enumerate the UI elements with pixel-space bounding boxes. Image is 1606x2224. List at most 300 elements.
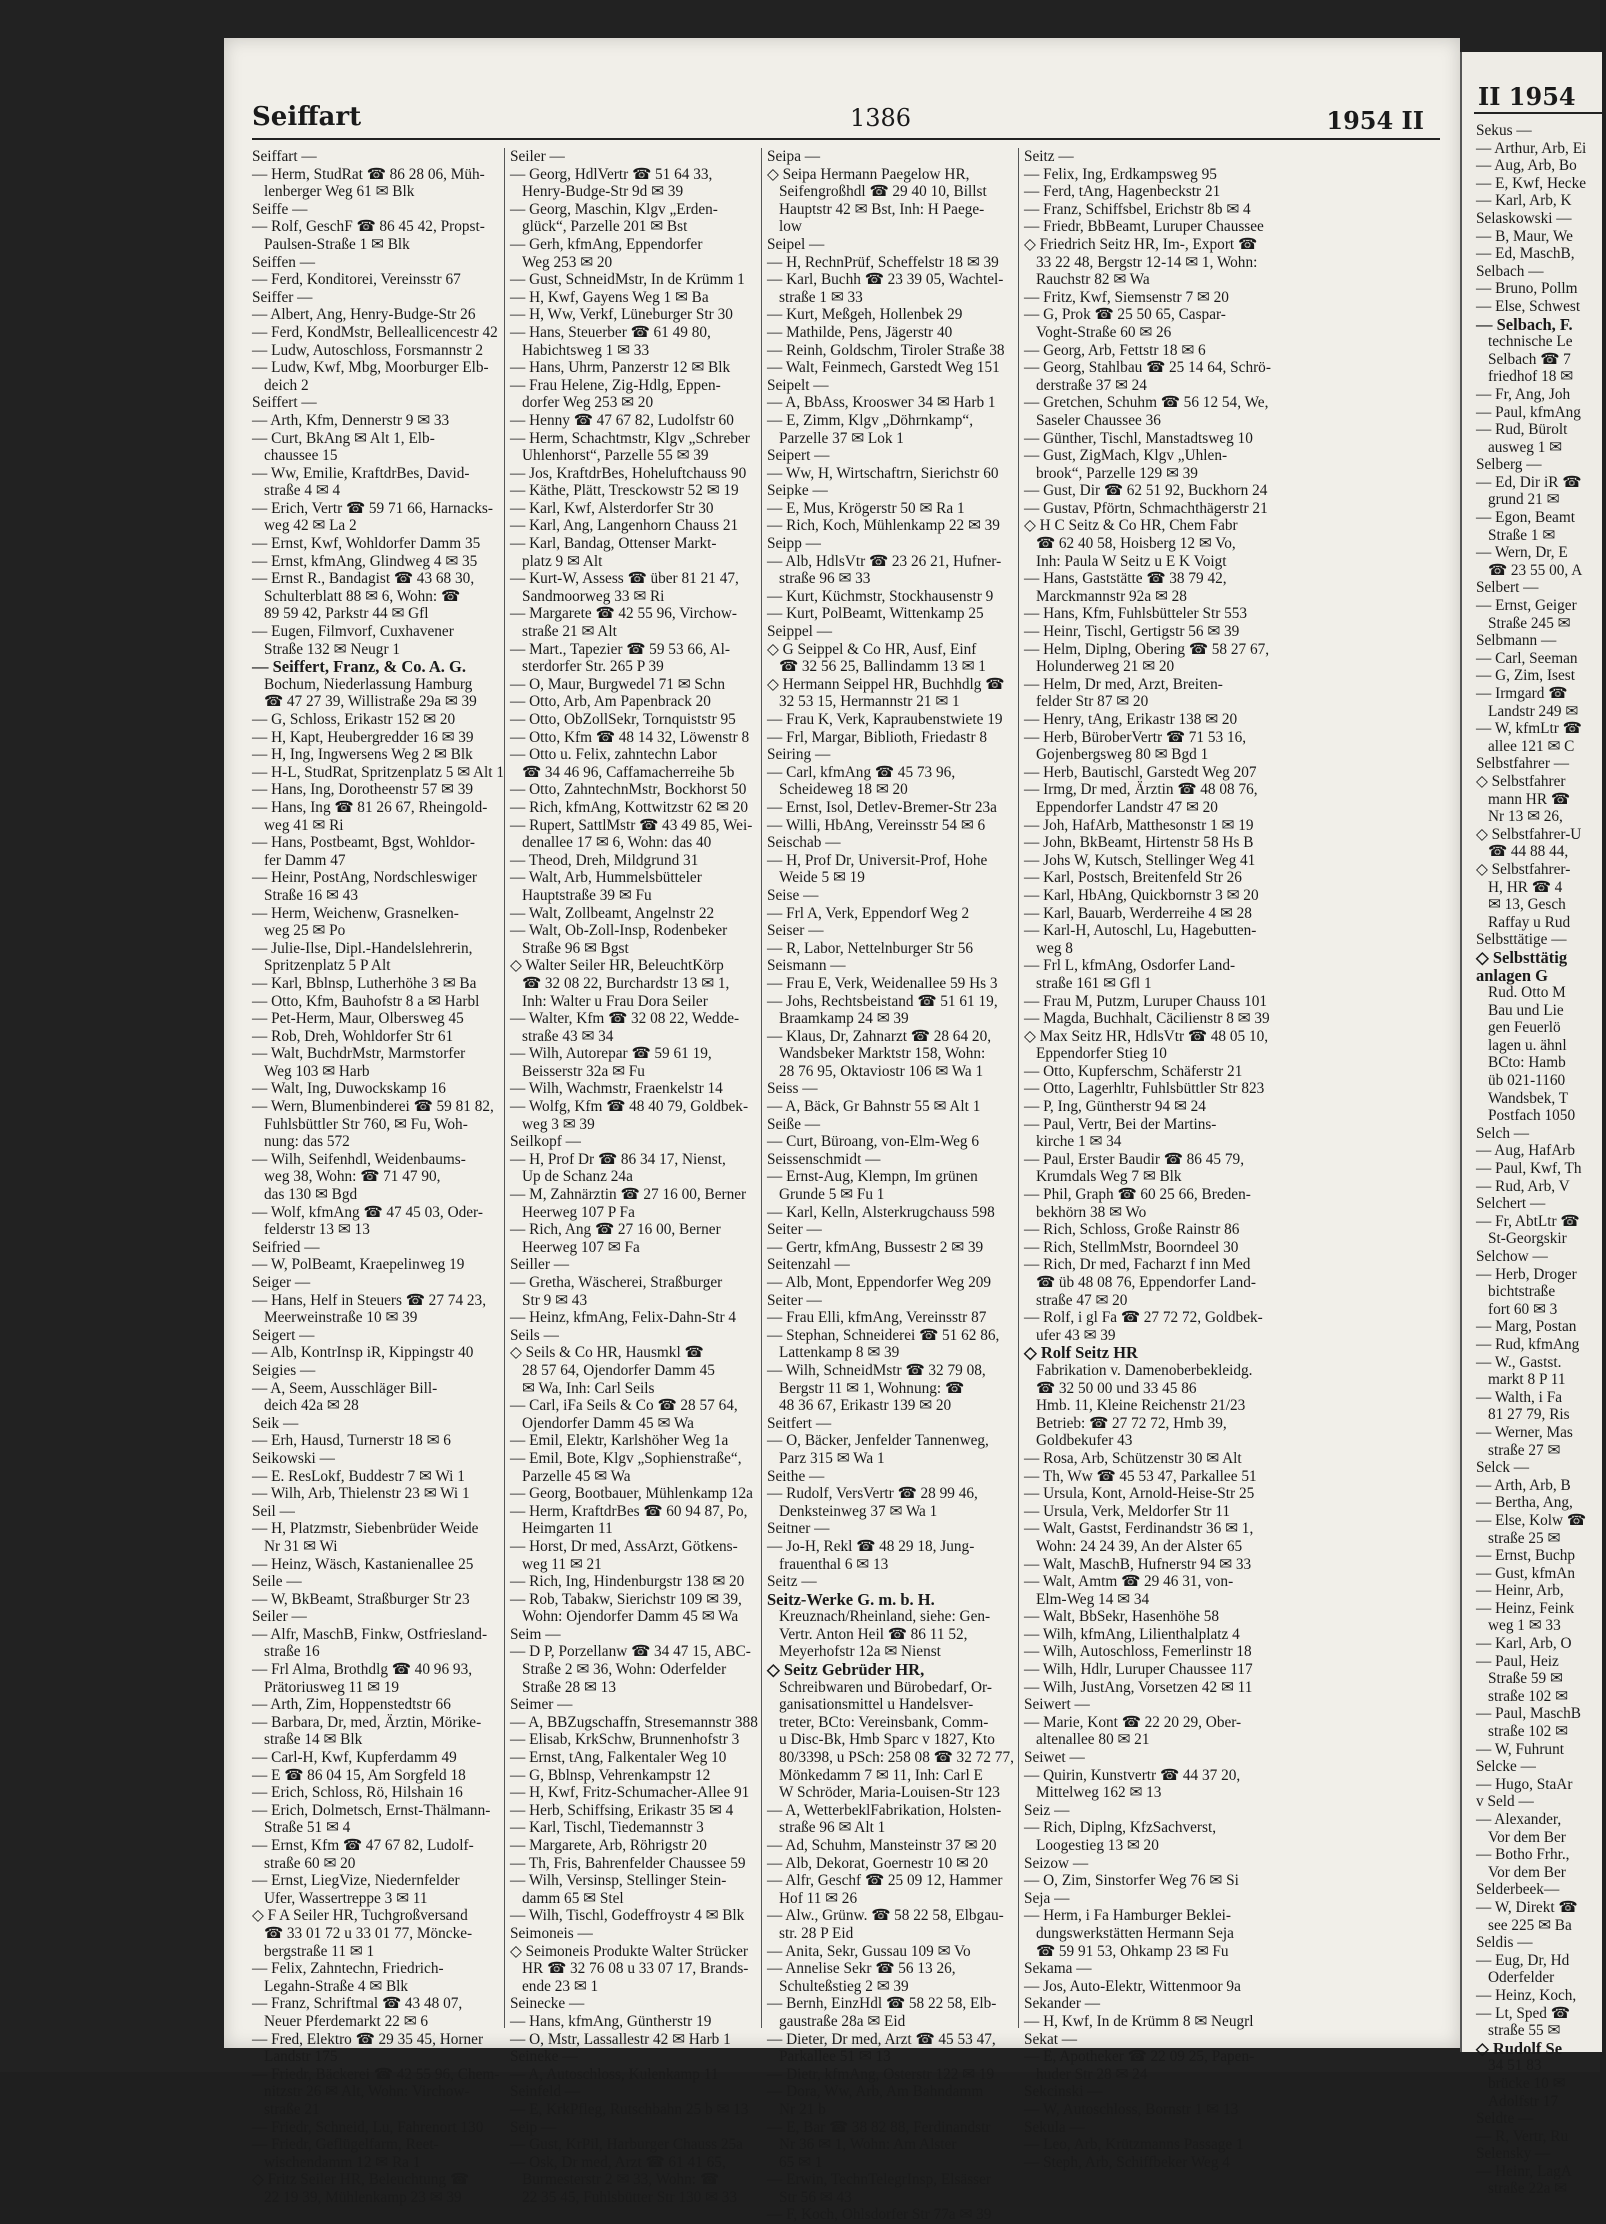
entry-continuation: dorfer Weg 253 ✉ 20: [522, 394, 654, 412]
entry-continuation: Fuhlsbüttler Str 760, ✉ Fu, Woh-: [264, 1115, 468, 1133]
directory-entry: — Ernst R., Bandagist ☎ 43 68 30,: [252, 570, 475, 588]
directory-entry: — Erh, Hausd, Turnerstr 18 ✉ 6: [252, 1432, 451, 1450]
entry-continuation: ☎ 32 56 25, Ballindamm 13 ✉ 1: [779, 658, 986, 676]
directory-entry: — Magda, Buchhalt, Cäcilienstr 8 ✉ 39: [1024, 1010, 1270, 1028]
directory-entry: — E, Zimm, Klgv „Döhrnkamp“,: [767, 411, 974, 429]
directory-entry: — Arth, Zim, Hoppenstedtstr 66: [252, 1696, 451, 1714]
surname-heading: Selchert —: [1476, 1195, 1546, 1213]
directory-entry: — Ernst-Aug, Klempn, Im grünen: [767, 1168, 978, 1186]
entry-continuation: Hof 11 ✉ 26: [779, 1889, 858, 1907]
directory-entry: — Friedr, Schneid, Lu, Fahrenort 130: [252, 2118, 484, 2136]
directory-entry: — Erich, Vertr ☎ 59 71 66, Harnacks-: [252, 499, 493, 517]
directory-entry: — Herm, KraftdrBes ☎ 60 94 87, Po,: [510, 1502, 748, 1520]
entry-continuation: Braamkamp 24 ✉ 39: [779, 1010, 909, 1028]
entry-continuation: Wandsbek, T: [1488, 1089, 1569, 1107]
directory-entry: — Heinr, PostAng, Nordschleswiger: [252, 869, 477, 887]
directory-entry: — Bruno, Pollm: [1476, 280, 1578, 298]
entry-continuation: Krumdals Weg 7 ✉ Blk: [1036, 1168, 1182, 1186]
entry-continuation: Eppendorfer Stieg 10: [1036, 1045, 1167, 1063]
directory-entry: — Theod, Dreh, Mildgrund 31: [510, 851, 699, 869]
column-2: [510, 148, 758, 2206]
directory-entry: — E, KrkPfleg, Rutschbahn 25 b ✉ 13: [510, 2100, 749, 2118]
directory-entry: — E. ResLokf, Buddestr 7 ✉ Wi 1: [252, 1467, 465, 1485]
directory-entry: ◇ Seimoneis Produkte Walter Strücker: [510, 1942, 748, 1960]
entry-continuation: Weg 253 ✉ 20: [522, 253, 613, 271]
directory-entry: — Willi, HbAng, Vereinsstr 54 ✉ 6: [767, 816, 986, 834]
entry-continuation: dungswerkstätten Hermann Seja: [1036, 1924, 1234, 1942]
directory-entry: — Franz, Schriftmal ☎ 43 48 07,: [252, 1995, 463, 2013]
directory-entry: — Wilh, kfmAng, Lilienthalplatz 4: [1024, 1625, 1240, 1643]
surname-heading: Sekat —: [1024, 2030, 1078, 2048]
entry-continuation: Hauptstr 42 ✉ Bst, Inh: H Paege-: [779, 200, 985, 218]
entry-continuation: weg 41 ✉ Ri: [264, 816, 344, 834]
directory-entry: — A, BbAss, Krooswег 34 ✉ Harb 1: [767, 394, 996, 412]
entry-continuation: Gojenbergsweg 80 ✉ Bgd 1: [1036, 746, 1209, 764]
entry-continuation: Oderfelder: [1488, 1969, 1555, 1987]
directory-entry: — Herm, Schachtmstr, Klgv „Schreber: [510, 429, 750, 447]
directory-entry: — Paul, Kwf, Th: [1476, 1160, 1582, 1178]
entry-continuation: Henry-Budge-Str 9d ✉ 39: [522, 183, 684, 201]
entry-continuation: Vertr. Anton Heil ☎ 86 11 52,: [779, 1625, 968, 1643]
entry-continuation: deich 42a ✉ 28: [264, 1397, 359, 1415]
entry-continuation: 32 53 15, Hermannstr 21 ✉ 1: [779, 693, 960, 711]
firm-entry: ◇ Rolf Seitz HR: [1024, 1343, 1138, 1363]
directory-entry: — Heinz, kfmAng, Felix-Dahn-Str 4: [510, 1309, 737, 1327]
entry-continuation: frauenthal 6 ✉ 13: [779, 1555, 889, 1573]
surname-heading: Seile —: [252, 1573, 302, 1591]
entry-continuation: Fabrikation v. Damenoberbekleidg.: [1036, 1361, 1253, 1379]
surname-heading: Seifried —: [252, 1238, 320, 1256]
entry-continuation: Straße 16 ✉ 43: [264, 886, 358, 904]
entry-continuation: Heerweg 107 P Fa: [522, 1203, 635, 1221]
directory-entry: — H, Kwf, Fritz-Schumacher-Allee 91: [510, 1784, 750, 1802]
directory-entry: — E ☎ 86 04 15, Am Sorgfeld 18: [252, 1766, 466, 1784]
directory-entry: — Rob, Dreh, Wohldorfer Str 61: [252, 1027, 454, 1045]
surname-heading: Selbert —: [1476, 579, 1539, 597]
directory-entry: — Hans, Postbeamt, Bgst, Wohldor-: [252, 834, 475, 852]
directory-entry: ◇ Friedrich Seitz HR, Im-, Export ☎: [1024, 235, 1258, 253]
entry-continuation: Vor dem Ber: [1488, 1863, 1566, 1881]
entry-continuation: Loogestieg 13 ✉ 20: [1036, 1837, 1159, 1854]
directory-entry: — Rudolf, VersVertr ☎ 28 99 46,: [767, 1485, 978, 1503]
entry-continuation: weg 8: [1036, 939, 1073, 957]
entry-continuation: Weide 5 ✉ 19: [779, 869, 865, 887]
directory-entry: — W, Direkt ☎: [1476, 1898, 1578, 1916]
directory-entry: — Wilh, Autorepar ☎ 59 61 19,: [510, 1045, 712, 1063]
directory-entry: — Ernst, Buchp: [1476, 1547, 1575, 1565]
directory-entry: — Marg, Postan: [1476, 1318, 1577, 1336]
directory-entry: — Heinr, Tischl, Gertigstr 56 ✉ 39: [1024, 623, 1240, 641]
entry-continuation: Spritzenplatz 5 P Alt: [264, 957, 391, 975]
entry-continuation: ☎ 32 08 22, Burchardstr 13 ✉ 1,: [522, 974, 730, 992]
entry-continuation: low: [779, 218, 802, 236]
entry-continuation: straße 102 ✉: [1488, 1723, 1568, 1741]
entry-continuation: nung: das 572: [264, 1133, 350, 1151]
directory-entry: — Frl A, Verk, Eppendorf Weg 2: [767, 904, 970, 922]
directory-entry: — Joh, HafArb, Matthesonstr 1 ✉ 19: [1024, 816, 1254, 834]
entry-continuation: 33 22 48, Bergstr 12-14 ✉ 1, Wohn:: [1036, 253, 1258, 271]
entry-continuation: Hmb. 11, Kleine Reichenstr 21/23: [1036, 1397, 1246, 1415]
entry-continuation: platz 9 ✉ Alt: [522, 552, 603, 570]
entry-continuation: technische Le: [1488, 333, 1573, 351]
directory-entry: — Emil, Bote, Klgv „Sophienstraße“,: [510, 1449, 742, 1467]
directory-entry: — Walt, Amtm ☎ 29 46 31, von-: [1024, 1573, 1234, 1591]
directory-entry: — Rich, Ing, Hindenburgstr 138 ✉ 20: [510, 1573, 745, 1591]
entry-continuation: straße 16: [264, 1643, 320, 1661]
entry-continuation: Selbach ☎ 7: [1488, 350, 1571, 368]
directory-entry: — Otto, Kfm ☎ 48 14 32, Löwenstr 8: [510, 728, 750, 746]
entry-continuation: weg 38, Wohn: ☎ 71 47 90,: [264, 1168, 441, 1186]
directory-entry: — Hans, Steuerber ☎ 61 49 80,: [510, 323, 711, 341]
entry-continuation: lagen u. ähnl: [1488, 1036, 1567, 1054]
entry-continuation: bichtstraße: [1488, 1283, 1556, 1301]
entry-continuation: friedhof 18 ✉: [1488, 368, 1574, 386]
directory-entry: — Karl, Buchh ☎ 23 39 05, Wachtel-: [767, 271, 1004, 289]
directory-entry: — Herb, Schiffsing, Erikastr 35 ✉ 4: [510, 1801, 734, 1819]
entry-continuation: weg 11 ✉ 21: [522, 1555, 602, 1573]
surname-heading: Seiwert —: [1024, 1696, 1090, 1714]
directory-entry: — Walt, BbSekr, Hasenhöhe 58: [1024, 1608, 1220, 1626]
entry-continuation: straße 27 ✉: [1488, 1441, 1561, 1459]
directory-entry: — Ernst, Kfm ☎ 47 67 82, Ludolf-: [252, 1837, 474, 1854]
directory-entry: — Rich, Ang ☎ 27 16 00, Berner: [510, 1221, 721, 1239]
directory-entry: — R, Vertr, Ru: [1476, 2127, 1569, 2145]
directory-entry: — Reinh, Goldschm, Tiroler Straße 38: [767, 341, 1005, 359]
entry-continuation: W Schröder, Maria-Louisen-Str 123: [779, 1784, 1000, 1802]
directory-entry: — Erich, Schloss, Rö, Hilshain 16: [252, 1784, 463, 1802]
entry-continuation: straße 60 ✉ 20: [264, 1854, 356, 1872]
directory-entry: — Wolfg, Kfm ☎ 48 40 79, Goldbek-: [510, 1098, 749, 1116]
directory-entry: — Walt, Arb, Hummelsbütteler: [510, 869, 702, 887]
entry-continuation: ☎ 23 55 00, A: [1488, 561, 1583, 579]
entry-continuation: Landstr 175: [264, 2048, 338, 2066]
running-head-surname: Seiffart: [252, 102, 362, 132]
directory-entry: — Ernst, kfmAng, Glindweg 4 ✉ 35: [252, 552, 478, 570]
entry-continuation: Adolfstr 17: [1488, 2092, 1559, 2110]
entry-continuation: 22 19 39, Mühlenkamp 23 ✉ 39: [264, 2188, 462, 2206]
directory-entry: — Eugen, Filmvorf, Cuxhavener: [252, 623, 454, 641]
directory-entry: — Aug, Arb, Bo: [1476, 157, 1577, 175]
directory-entry: — Barbara, Dr, med, Ärztin, Mörike-: [252, 1713, 482, 1731]
entry-continuation: 89 59 42, Parkstr 44 ✉ Gfl: [264, 605, 429, 623]
directory-entry: — Hans, Uhrm, Panzerstr 12 ✉ Blk: [510, 359, 731, 377]
directory-entry: — Gretchen, Schuhm ☎ 56 12 54, We,: [1024, 394, 1269, 412]
directory-entry: — Rich, Koch, Mühlenkamp 22 ✉ 39: [767, 517, 1000, 535]
directory-entry: — Stephan, Schneiderei ☎ 51 62 86,: [767, 1326, 1000, 1344]
entry-continuation: Elm-Weg 14 ✉ 34: [1036, 1590, 1150, 1608]
directory-entry: — Arth, Arb, B: [1476, 1476, 1571, 1494]
directory-entry: — Frau M, Putzm, Luruper Chauss 101: [1024, 992, 1268, 1010]
surname-heading: Seiter —: [767, 1221, 822, 1239]
surname-heading: Sekula —: [1024, 2118, 1085, 2136]
surname-heading: Seiz —: [1024, 1801, 1070, 1819]
directory-entry: — Otto, Lagerhltr, Fuhlsbüttler Str 823: [1024, 1080, 1265, 1098]
directory-entry: — Karl, Bandag, Ottenser Markt-: [510, 535, 717, 553]
directory-entry: — H, Kapt, Heubergredder 16 ✉ 39: [252, 728, 474, 746]
directory-entry: ◇ Seipa Hermann Paegelow HR,: [767, 165, 970, 183]
surname-heading: Seipa —: [767, 148, 821, 165]
entry-continuation: ☎ 33 01 72 u 33 01 77, Möncke-: [264, 1924, 473, 1942]
directory-entry: — Georg, Stahlbau ☎ 25 14 64, Schrö-: [1024, 359, 1271, 377]
surname-heading: Seippel —: [767, 623, 833, 641]
directory-entry: — H, Prof Dr, Universit-Prof, Hohe: [767, 851, 988, 869]
directory-entry: — Bertha, Ang,: [1476, 1494, 1573, 1512]
directory-entry: — Gust, kfmAn: [1476, 1564, 1576, 1582]
directory-entry: — Irmg, Dr med, Ärztin ☎ 48 08 76,: [1024, 781, 1258, 799]
directory-entry: — Gust, Dir ☎ 62 51 92, Buckhorn 24: [1024, 482, 1268, 500]
entry-continuation: Straße 59 ✉: [1488, 1670, 1563, 1688]
entry-continuation: Straße 96 ✉ Bgst: [522, 939, 629, 957]
directory-entry: — A, Seem, Ausschläger Bill-: [252, 1379, 438, 1397]
directory-entry: — Margarete ☎ 42 55 96, Virchow-: [510, 605, 738, 623]
directory-entry: — E, Apotheker ☎ 22 09 25, Papen-: [1024, 2048, 1255, 2066]
surname-heading: Seiss —: [767, 1080, 818, 1098]
surname-heading: Selbmann —: [1476, 632, 1557, 650]
entry-continuation: Grunde 5 ✉ Fu 1: [779, 1186, 885, 1204]
entry-continuation: ☎ üb 48 08 76, Eppendorfer Land-: [1036, 1274, 1256, 1291]
directory-entry: — Ad, Schuhm, Mansteinstr 37 ✉ 20: [767, 1837, 997, 1854]
directory-entry: — Kurt, PolBeamt, Wittenkamp 25: [767, 605, 984, 623]
entry-continuation: Uhlenhorst“, Parzelle 55 ✉ 39: [522, 447, 709, 465]
surname-heading: Sekus —: [1476, 122, 1532, 139]
entry-continuation: Nr 13 ✉ 26,: [1488, 808, 1563, 826]
entry-continuation: damm 65 ✉ Stel: [522, 1889, 624, 1907]
directory-entry: — Ed, Dir iR ☎: [1476, 473, 1582, 491]
facing-column: [1476, 122, 1606, 2198]
directory-entry: — Hans, Helf in Steuers ☎ 27 74 23,: [252, 1291, 487, 1309]
surname-heading: Sekcinski —: [1024, 2083, 1103, 2101]
entry-continuation: bergstraße 11 ✉ 1: [264, 1942, 375, 1960]
entry-continuation: weg 3 ✉ 39: [522, 1115, 595, 1133]
directory-entry: — W, BkBeamt, Straßburger Str 23: [252, 1590, 470, 1608]
directory-entry: — E, Mus, Krögerstr 50 ✉ Ra 1: [767, 499, 965, 517]
directory-entry: — Erich, Dolmetsch, Ernst-Thälmann-: [252, 1801, 491, 1819]
entry-continuation: Seifengroßhdl ☎ 29 40 10, Billst: [779, 183, 987, 201]
directory-entry: — Georg, Arb, Fettstr 18 ✉ 6: [1024, 341, 1206, 359]
entry-continuation: Schulterblatt 88 ✉ 6, Wohn: ☎: [264, 587, 461, 605]
directory-entry: — D P, Porzellanw ☎ 34 47 15, ABC-: [510, 1643, 751, 1661]
entry-continuation: 65 ✉ 1: [779, 2153, 823, 2171]
entry-continuation: felderstr 13 ✉ 13: [264, 1221, 370, 1239]
surname-heading: Selck —: [1476, 1459, 1530, 1477]
directory-entry: — H, RechnPrüf, Scheffelstr 18 ✉ 39: [767, 253, 999, 271]
entry-continuation: Parzelle 37 ✉ Lok 1: [779, 429, 904, 447]
entry-continuation: Mittelweg 162 ✉ 13: [1036, 1784, 1162, 1802]
directory-entry: — Alb, KontrInsp iR, Kippingstr 40: [252, 1344, 474, 1362]
directory-entry: — H, Kwf, In de Krümm 8 ✉ Neugrl: [1024, 2012, 1254, 2030]
directory-entry: — Hugo, StaAr: [1476, 1775, 1573, 1793]
directory-entry: — G, Zim, Isest: [1476, 667, 1575, 685]
directory-entry: — John, BkBeamt, Hirtenstr 58 Hs B: [1024, 834, 1254, 852]
entry-continuation: huder Str 28 ✉ 24: [1036, 2065, 1148, 2083]
page-number: 1386: [850, 104, 912, 132]
entry-continuation: Parzelle 45 ✉ Wa: [522, 1467, 631, 1485]
entry-continuation: Straße 2 ✉ 36, Wohn: Oderfelder: [522, 1661, 727, 1679]
directory-entry: — Felix, Ing, Erdkampsweg 95: [1024, 165, 1217, 183]
directory-entry: — E, Bar ☎ 38 82 88, Ferdinandstr: [767, 2118, 991, 2136]
entry-continuation: H, HR ☎ 4: [1488, 878, 1563, 896]
directory-entry: — Hans, Ing ☎ 81 26 67, Rheingold-: [252, 798, 488, 816]
directory-entry: — Dora, Ww, Arb, Am Bahndamm: [767, 2083, 984, 2101]
entry-continuation: Schulteßstieg 2 ✉ 39: [779, 1977, 909, 1995]
directory-entry: — Herm, StudRat ☎ 86 28 06, Müh-: [252, 165, 485, 183]
directory-entry: — Gerh, kfmAng, Eppendorfer: [510, 235, 703, 253]
directory-entry: — Friedr, Geflügelfarm, Reet-: [252, 2136, 439, 2154]
surname-heading: Seimoneis —: [510, 1924, 593, 1942]
directory-entry: — Herm, Weichenw, Grasnelken-: [252, 904, 459, 922]
directory-entry: — Gust, KrPil, Harburger Chauss 25a: [510, 2136, 743, 2154]
directory-entry: — Frau E, Verk, Weidenallee 59 Hs 3: [767, 974, 998, 992]
directory-entry: ◇ Selbstfahrer: [1476, 772, 1566, 790]
directory-entry: ◇ H C Seitz & Co HR, Chem Fabr: [1024, 517, 1238, 535]
entry-continuation: Mönkedamm 7 ✉ 11, Inh: Carl E: [779, 1766, 983, 1784]
entry-continuation: Str 9 ✉ 43: [522, 1291, 588, 1309]
directory-entry: — W, kfmLtr ☎: [1476, 720, 1582, 738]
directory-entry: — Gust, ZigMach, Klgv „Uhlen-: [1024, 447, 1228, 465]
entry-continuation: Inh: Walter u Frau Dora Seiler: [522, 992, 708, 1010]
directory-entry: — Ferd, tAng, Hagenbeckstr 21: [1024, 183, 1221, 201]
directory-entry: — Osk, Dr med, Arzt ☎ 61 41 65,: [510, 2153, 726, 2171]
directory-entry: — Else, Kolw ☎: [1476, 1511, 1586, 1529]
directory-entry: — Egon, Beamt: [1476, 509, 1575, 527]
entry-continuation: 22 35 45, Fuhlsbütter Str 130 ✉ 33: [522, 2188, 738, 2206]
entry-continuation: fort 60 ✉ 3: [1488, 1300, 1558, 1318]
directory-entry: — Wilh, Versinsp, Stellinger Stein-: [510, 1872, 727, 1890]
directory-entry: — Friedr, BbBeamt, Luruper Chaussee: [1024, 218, 1264, 236]
surname-heading: Seizow —: [1024, 1854, 1089, 1872]
directory-entry: — Hans, kfmAng, Güntherstr 19: [510, 2012, 712, 2030]
surname-heading: Seigert —: [252, 1326, 315, 1344]
entry-continuation: Vor dem Ber: [1488, 1828, 1566, 1846]
directory-entry: — Phil, Graph ☎ 60 25 66, Breden-: [1024, 1186, 1251, 1204]
directory-entry: — Karl, Ang, Langenhorn Chauss 21: [510, 517, 739, 535]
directory-entry: — Paul, MaschB: [1476, 1705, 1581, 1723]
entry-continuation: 28 76 95, Oktaviostr 106 ✉ Wa 1: [779, 1062, 984, 1080]
firm-entry: ◇ Selbsttätig: [1476, 947, 1568, 967]
directory-entry: ◇ Seils & Co HR, Hausmkl ☎: [510, 1344, 704, 1362]
directory-entry: ◇ Selbstfahrer-: [1476, 860, 1571, 878]
directory-entry: — Henny ☎ 47 67 82, Ludolfstr 60: [510, 411, 734, 429]
entry-continuation: Wohn: 24 24 39, An der Alster 65: [1036, 1537, 1243, 1555]
directory-entry: — Arthur, Arb, Ei: [1476, 139, 1587, 157]
directory-entry: — Rud, Bürolt: [1476, 421, 1568, 439]
entry-continuation: gaustraße 28a ✉ Eid: [779, 2012, 906, 2030]
surname-heading: Seiße —: [767, 1115, 821, 1133]
directory-entry: — Carl, kfmAng ☎ 45 73 96,: [767, 763, 956, 781]
entry-continuation: Holunderweg 21 ✉ 20: [1036, 658, 1175, 676]
directory-entry: — Rich, Dr med, Facharzt f inn Med: [1024, 1256, 1251, 1274]
entry-continuation: Straße 1 ✉: [1488, 526, 1556, 544]
directory-entry: — Wilh, Tischl, Godeffroystr 4 ✉ Blk: [510, 1907, 745, 1925]
directory-entry: — G, Prok ☎ 25 50 65, Caspar-: [1024, 306, 1226, 324]
entry-continuation: kirche 1 ✉ 34: [1036, 1133, 1122, 1151]
directory-entry: — Mathilde, Pens, Jägerstr 40: [767, 323, 953, 341]
surname-heading: Seitz —: [1024, 148, 1074, 165]
entry-continuation: nitzstr 26 ✉ Alt, Wohn: Virchow-: [264, 2083, 470, 2101]
surname-heading: Seilkopf —: [510, 1133, 581, 1151]
directory-entry: — Wern, Dr, E: [1476, 544, 1568, 562]
directory-entry: — H, Kwf, Gayens Weg 1 ✉ Ba: [510, 288, 709, 306]
directory-entry: — Else, Schwest: [1476, 297, 1581, 315]
surname-heading: Seim —: [510, 1625, 561, 1643]
directory-entry: — Heinr, LagA: [1476, 2162, 1572, 2180]
surname-heading: Seiwet —: [1024, 1749, 1085, 1767]
entry-continuation: Wohn: Ojendorfer Damm 45 ✉ Wa: [522, 1608, 739, 1626]
entry-continuation: Parz 315 ✉ Wa 1: [779, 1449, 885, 1467]
entry-continuation: Beisserstr 32a ✉ Fu: [522, 1062, 645, 1080]
entry-continuation: Ufer, Wassertreppe 3 ✉ 11: [264, 1889, 428, 1907]
directory-entry: — Mart., Tapezier ☎ 59 53 66, Al-: [510, 640, 730, 658]
running-head-year: 1954 II: [1326, 106, 1424, 135]
directory-entry: — Klaus, Dr, Zahnarzt ☎ 28 64 20,: [767, 1027, 992, 1045]
directory-entry: — Paul, Vertr, Bei der Martins-: [1024, 1115, 1217, 1133]
directory-entry: — Herb, Bautischl, Garstedt Weg 207: [1024, 763, 1257, 781]
directory-entry: ◇ Fritz Seiler HR, Beleuchtung ☎: [252, 2171, 469, 2189]
directory-entry: — Frl, Margar, Biblioth, Friedastr 8: [767, 728, 988, 746]
directory-entry: — Kurt, Meßgeh, Hollenbek 29: [767, 306, 963, 324]
entry-continuation: gen Feuerlö: [1488, 1019, 1561, 1037]
directory-entry: — Rud, kfmAng: [1476, 1335, 1580, 1353]
entry-continuation: Postfach 1050: [1488, 1107, 1576, 1125]
directory-entry: — Heinz, Koch,: [1476, 1986, 1577, 2004]
directory-entry: — Curt, Büroang, von-Elm-Weg 6: [767, 1133, 980, 1151]
directory-entry: — H, Prof Dr ☎ 86 34 17, Nienst,: [510, 1150, 726, 1168]
directory-entry: — Ludw, Kwf, Mbg, Moorburger Elb-: [252, 359, 489, 377]
directory-entry: — Frl Alma, Brothdlg ☎ 40 96 93,: [252, 1661, 473, 1679]
surname-heading: Selderbeek—: [1476, 1881, 1560, 1899]
entry-continuation: 81 27 79, Ris: [1488, 1406, 1570, 1424]
surname-heading: Selbach —: [1476, 262, 1544, 280]
directory-entry: — Walt, Ing, Duwockskamp 16: [252, 1080, 446, 1098]
directory-entry: — Curt, BkAng ✉ Alt 1, Elb-: [252, 429, 435, 447]
surname-heading: Seiring —: [767, 746, 831, 764]
directory-entry: — Walt, Feinmech, Garstedt Weg 151: [767, 359, 1000, 377]
entry-continuation: ☎ 44 88 44,: [1488, 843, 1569, 861]
entry-continuation: Lattenkamp 8 ✉ 39: [779, 1344, 900, 1362]
facing-page-fragment: [1460, 52, 1602, 2198]
firm-entry: ◇ Seitz Gebrüder HR,: [767, 1660, 925, 1680]
directory-entry: — H-L, StudRat, Spritzenplatz 5 ✉ Alt 1: [252, 763, 505, 781]
directory-entry: — Karl, Arb, K: [1476, 192, 1572, 210]
surname-heading: Selberg —: [1476, 456, 1542, 474]
entry-continuation: derstraße 37 ✉ 24: [1036, 376, 1147, 394]
directory-entry: — Karl, Postsch, Breitenfeld Str 26: [1024, 869, 1242, 887]
directory-entry: — Annelise Sekr ☎ 56 13 26,: [767, 1960, 956, 1978]
directory-entry: — Georg, HdlVertr ☎ 51 64 33,: [510, 165, 713, 183]
entry-continuation: grund 21 ✉: [1488, 491, 1560, 509]
directory-entry: — Walth, i Fa: [1476, 1388, 1563, 1406]
directory-entry: — Kurt-W, Assess ☎ über 81 21 47,: [510, 570, 739, 588]
directory-entry: — O, Mstr, Lassallestr 42 ✉ Harb 1: [510, 2030, 731, 2048]
directory-entry: — Karl, Bauarb, Werderreihe 4 ✉ 28: [1024, 904, 1252, 922]
entry-continuation: Rud. Otto M: [1488, 984, 1566, 1002]
surname-heading: Seikowski —: [252, 1449, 335, 1467]
directory-entry: — Elisab, KrkSchw, Brunnenhofstr 3: [510, 1731, 740, 1749]
directory-entry: — Rolf, GeschF ☎ 86 45 42, Propst-: [252, 218, 485, 236]
entry-continuation: straße 55 ✉: [1488, 2022, 1561, 2040]
surname-heading: Seimer —: [510, 1696, 573, 1714]
directory-entry: — Frau Helene, Zig-Hdlg, Eppen-: [510, 376, 721, 394]
directory-entry: — Karl, Kwf, Alsterdorfer Str 30: [510, 499, 714, 517]
directory-entry: — O, Maur, Burgwedel 71 ✉ Schn: [510, 675, 726, 693]
entry-continuation: Rauchstr 82 ✉ Wa: [1036, 271, 1150, 289]
directory-entry: — Rich, Schloss, Große Rainstr 86: [1024, 1221, 1240, 1239]
entry-continuation: ✉ 13, Gesch: [1488, 896, 1566, 914]
entry-continuation: Straße 51 ✉ 4: [264, 1819, 351, 1837]
surname-heading: Seiger —: [252, 1274, 311, 1291]
entry-continuation: Landstr 249 ✉: [1488, 702, 1579, 720]
directory-entry: — Carl-H, Kwf, Kupferdamm 49: [252, 1749, 457, 1767]
